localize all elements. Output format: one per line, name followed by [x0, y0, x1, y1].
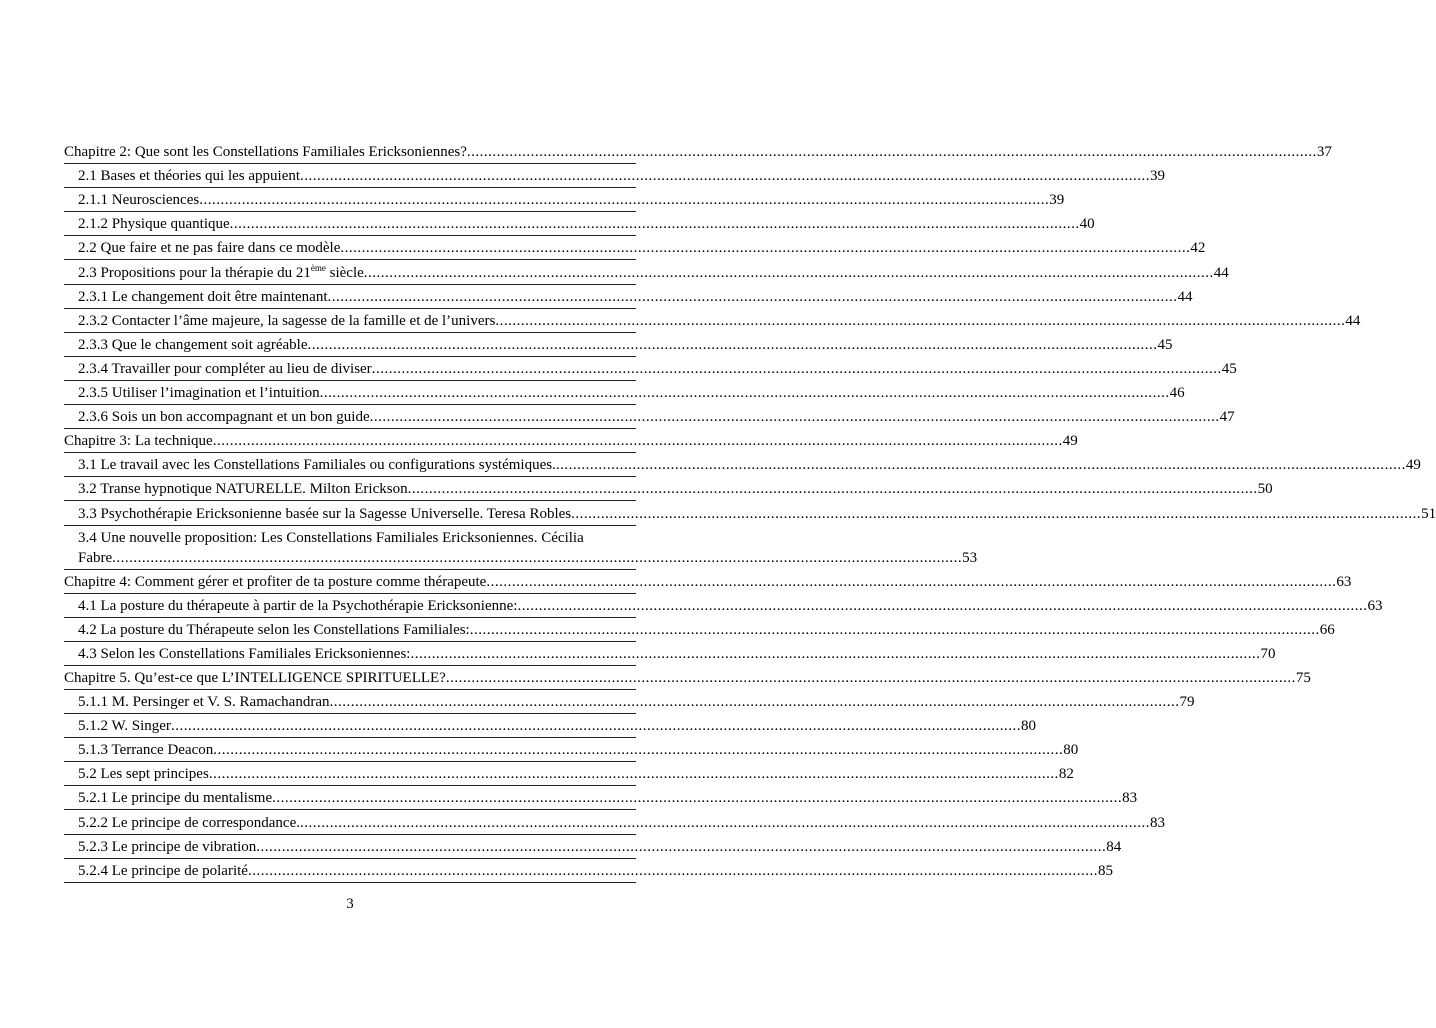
toc-page-number: 42 — [1190, 240, 1206, 257]
toc-dot-leader — [171, 717, 1021, 735]
toc-dot-leader — [213, 432, 1063, 450]
toc-entry-title: 4.2 La posture du Thérapeute selon les Constellations Familiales: — [78, 621, 470, 638]
toc-dot-leader — [230, 215, 1080, 233]
toc-dot-leader — [248, 862, 1098, 880]
toc-dot-leader — [272, 789, 1122, 807]
toc-section-entry[interactable] — [64, 594, 1383, 618]
toc-page-number: 39 — [1049, 192, 1065, 209]
toc-dot-leader — [410, 645, 1260, 663]
toc-page-number: 63 — [1367, 597, 1383, 614]
toc-entry-title: 3.4 Une nouvelle proposition: Les Constellations Familiales Ericksoniennes. Cécilia — [78, 529, 584, 546]
toc-chapter-entry[interactable] — [64, 570, 1352, 594]
toc-page-number: 82 — [1058, 766, 1074, 783]
toc-entry-title: 2.1.1 Neurosciences — [78, 192, 200, 209]
toc-section-entry[interactable] — [64, 333, 1173, 357]
toc-entry-superscript: ème — [310, 262, 326, 273]
page-number-footer: 3 — [346, 896, 354, 912]
toc-section-entry[interactable] — [64, 285, 1193, 309]
toc-entry-title: 5.2.1 Le principe du mentalisme — [78, 790, 273, 807]
toc-page-number: 45 — [1221, 360, 1237, 377]
toc-entry-title: 5.1.2 W. Singer — [78, 718, 171, 735]
toc-dot-leader — [370, 408, 1220, 426]
toc-entry-title: 5.2.2 Le principe de correspondance. — [78, 814, 300, 831]
toc-section-entry[interactable] — [64, 381, 1185, 405]
toc-page-number: 83 — [1150, 814, 1165, 831]
toc-dot-leader — [467, 143, 1317, 161]
toc-entry-title-continued: Fabre — [78, 549, 113, 566]
toc-entry-title: Chapitre 4: Comment gérer et profiter de ta posture comme thérapeute — [64, 573, 487, 590]
toc-entry-title: 3.3 Psychothérapie Ericksonienne basée sur la Sagesse Universelle. Teresa Robles — [78, 505, 572, 522]
toc-section-entry[interactable] — [64, 477, 1273, 501]
toc-entry-title: 3.1 Le travail avec les Constellations Familiales ou configurations systémiques. — [78, 457, 556, 474]
toc-dot-leader — [328, 288, 1178, 306]
toc-section-entry[interactable] — [64, 738, 1079, 762]
toc-dot-leader — [112, 549, 962, 567]
toc-page-number: 37 — [1316, 144, 1332, 161]
toc-dot-leader — [256, 838, 1106, 856]
toc-entry-title: Chapitre 3: La technique — [64, 433, 213, 450]
toc-entry-continuation — [78, 548, 978, 567]
toc-dot-leader — [446, 669, 1296, 687]
toc-entry-title: 2.1 Bases et théories qui les appuient — [78, 168, 301, 185]
toc-dot-leader — [408, 480, 1258, 498]
toc-page-number: 83 — [1122, 790, 1138, 807]
toc-page-number: 44 — [1345, 312, 1361, 329]
toc-page-number: 75 — [1295, 669, 1311, 686]
toc-section-entry[interactable] — [64, 690, 1195, 714]
toc-section-entry[interactable] — [64, 501, 1436, 525]
toc-page-number: 80 — [1020, 718, 1036, 735]
toc-section-entry[interactable] — [64, 405, 1235, 429]
toc-section-entry[interactable] — [64, 835, 1122, 859]
toc-entry-title: 5.2 Les sept principes — [78, 766, 209, 783]
toc-dot-leader — [330, 693, 1180, 711]
toc-page-number: 46 — [1169, 385, 1185, 402]
toc-dot-leader — [199, 191, 1049, 209]
toc-entry-title: 5.2.3 Le principe de vibration — [78, 838, 257, 855]
toc-entry-title: 5.1.3 Terrance Deacon — [78, 742, 214, 759]
toc-page-number: 47 — [1219, 409, 1235, 426]
toc-dot-leader — [372, 360, 1222, 378]
toc-entry-title: Chapitre 2: Que sont les Constellations Familiales Ericksoniennes? — [64, 144, 467, 161]
toc-section-entry[interactable] — [64, 188, 1065, 212]
toc-dot-leader — [486, 573, 1336, 591]
toc-section-entry[interactable] — [64, 762, 1074, 786]
toc-section-entry[interactable] — [64, 642, 1276, 666]
toc-page-number: 39 — [1150, 168, 1166, 185]
toc-entry-title: 2.2 Que faire et ne pas faire dans ce modèle — [78, 240, 341, 257]
toc-page-number: 51 — [1421, 505, 1436, 522]
toc-entry-title: 5.1.1 M. Persinger et V. S. Ramachandran — [78, 694, 330, 711]
toc-page-number: 63 — [1336, 573, 1352, 590]
toc-dot-leader — [300, 814, 1150, 832]
toc-section-entry[interactable] — [64, 236, 1206, 260]
toc-section-entry[interactable] — [64, 212, 1095, 236]
toc-dot-leader — [517, 597, 1367, 615]
toc-page-number: 44 — [1213, 264, 1229, 281]
toc-section-entry[interactable] — [64, 260, 1229, 284]
toc-entry-title: 2.3.6 Sois un bon accompagnant et un bon guide — [78, 409, 370, 426]
toc-entry-title-part: siècle — [325, 264, 364, 281]
toc-page-number: 53 — [962, 549, 978, 566]
toc-dot-leader — [571, 505, 1421, 523]
toc-section-entry[interactable] — [64, 714, 1036, 738]
toc-page-number: 40 — [1079, 216, 1095, 233]
toc-entry-title: 5.2.4 Le principe de polarité — [78, 862, 248, 879]
toc-entry-title: 2.3.4 Travailler pour compléter au lieu de diviser — [78, 360, 372, 377]
toc-dot-leader — [300, 167, 1150, 185]
toc-section-entry[interactable] — [64, 526, 978, 570]
table-of-contents — [64, 140, 1436, 883]
toc-page-number: 45 — [1157, 336, 1173, 353]
toc-page-number: 85 — [1097, 862, 1113, 879]
toc-page-number: 49 — [1405, 457, 1421, 474]
toc-chapter-entry[interactable] — [64, 429, 1078, 453]
toc-section-entry[interactable] — [64, 164, 1166, 188]
toc-section-entry[interactable] — [64, 786, 1138, 810]
toc-page-number: 84 — [1106, 838, 1122, 855]
toc-section-entry[interactable] — [64, 453, 1421, 477]
toc-section-entry[interactable] — [64, 810, 1165, 834]
toc-dot-leader — [308, 336, 1158, 354]
toc-entry-title: 2.3.5 Utiliser l’imagination et l’intuition — [78, 385, 320, 402]
toc-page-number: 80 — [1063, 742, 1079, 759]
toc-entry-title: 2.3.3 Que le changement soit agréable — [78, 336, 308, 353]
toc-entry-title: Chapitre 5. Qu’est-ce que L’INTELLIGENCE SPIRITUELLE? — [64, 669, 446, 686]
toc-section-entry[interactable] — [64, 309, 1361, 333]
toc-page-number: 70 — [1260, 645, 1276, 662]
toc-section-entry[interactable] — [64, 618, 1335, 642]
toc-entry-title: 2.3.2 Contacter l’âme majeure, la sagesse de la famille et de l’univers — [78, 312, 496, 329]
toc-page-number: 66 — [1319, 621, 1335, 638]
toc-page-number: 79 — [1179, 694, 1195, 711]
toc-entry-title — [78, 264, 364, 282]
toc-dot-leader — [556, 456, 1406, 474]
toc-entry-title: 2.1.2 Physique quantique — [78, 216, 230, 233]
toc-dot-leader — [495, 312, 1345, 330]
toc-page-number: 50 — [1257, 481, 1273, 498]
toc-dot-leader — [340, 239, 1190, 257]
toc-dot-leader — [364, 264, 1214, 282]
toc-entry-title: 4.1 La posture du thérapeute à partir de la Psychothérapie Ericksonienne: — [78, 597, 518, 614]
toc-section-entry[interactable] — [64, 859, 1113, 883]
toc-entry-title: 3.2 Transe hypnotique NATURELLE. Milton Erickson — [78, 481, 408, 498]
toc-chapter-entry[interactable] — [64, 140, 1332, 164]
toc-chapter-entry[interactable] — [64, 666, 1311, 690]
toc-dot-leader — [320, 384, 1170, 402]
toc-dot-leader — [209, 765, 1059, 783]
toc-entry-title-part: 2.3 Propositions pour la thérapie du 21 — [78, 264, 311, 281]
toc-entry-title: 2.3.1 Le changement doit être maintenant — [78, 288, 328, 305]
toc-entry-title: 4.3 Selon les Constellations Familiales Ericksoniennes: — [78, 645, 411, 662]
toc-section-entry[interactable] — [64, 357, 1237, 381]
toc-dot-leader — [213, 741, 1063, 759]
toc-page-number: 44 — [1177, 288, 1193, 305]
toc-dot-leader — [470, 621, 1320, 639]
toc-page-number: 49 — [1062, 433, 1078, 450]
